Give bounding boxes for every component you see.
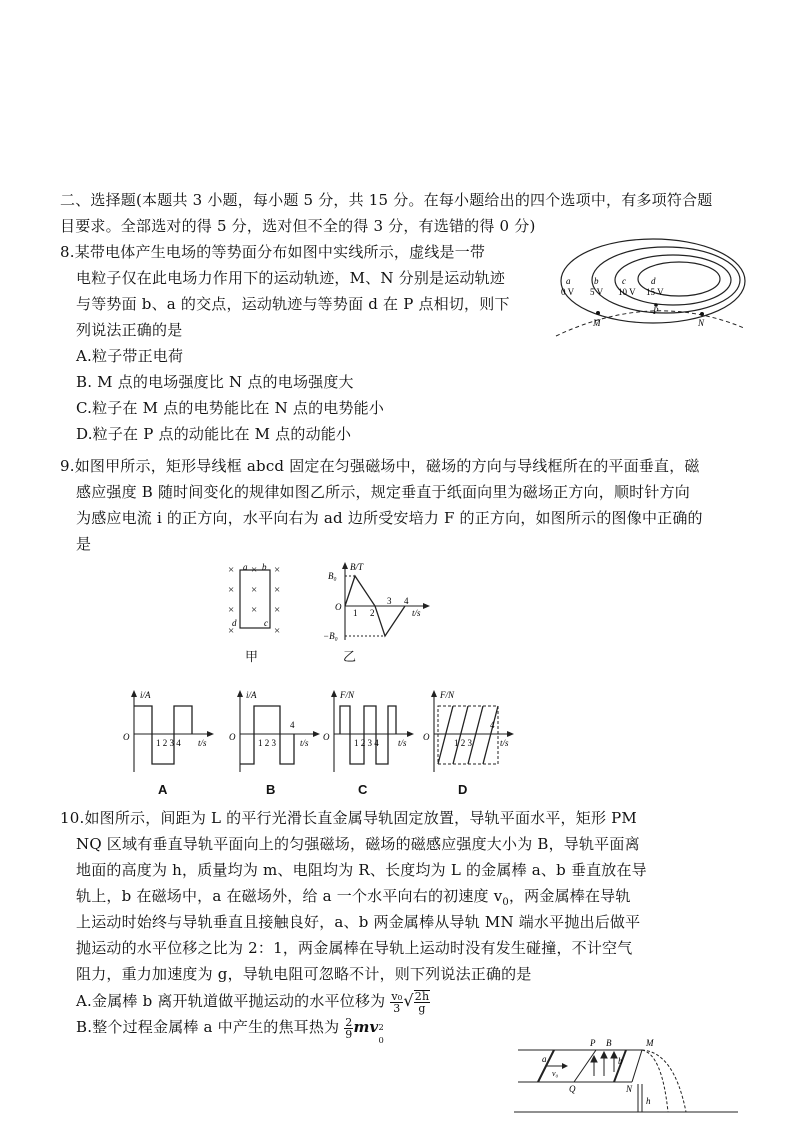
svg-text:1 2 3 4: 1 2 3 4: [354, 738, 379, 748]
q10-stem-line-2: NQ 区域有垂直导轨平面向上的匀强磁场，磁场的磁感应强度大小为 B，导轨平面离: [76, 835, 640, 853]
q8-stem-line-3: 与等势面 b、a 的交点，运动轨迹与等势面 d 在 P 点相切，则下: [76, 295, 510, 313]
svg-text:×: ×: [251, 584, 258, 596]
label-d: d: [651, 276, 656, 286]
point-n-dot: [700, 312, 704, 316]
field-arrows: [591, 1052, 617, 1076]
svg-text:F/N: F/N: [440, 690, 455, 700]
graph-c: [318, 688, 418, 778]
label-5v: 5 V: [590, 287, 604, 297]
q10-stem-line-4: 轨上，b 在磁场中，a 在磁场外，给 a 一个水平向右的初速度 $v_0$，两金属棒在导轨: [76, 887, 631, 908]
label-a: a: [566, 276, 571, 286]
caption-yi: 乙: [343, 650, 357, 665]
ylabel: B/T: [350, 562, 364, 572]
q9-figure-jia: [222, 560, 292, 640]
q8-stem-line-1: 8.某带电体产生电场的等势面分布如图中实线所示，虚线是一带: [60, 243, 486, 261]
origin: O: [335, 602, 342, 612]
svg-text:1 2 3 4: 1 2 3 4: [156, 738, 181, 748]
b0-label: B₀: [328, 571, 337, 581]
q9-stem-line-3: 为感应电流 i 的正方向，水平向右为 ad 边所受安培力 F 的正方向，如图所示的图像中正确的: [76, 509, 703, 527]
svg-text:O: O: [323, 732, 330, 742]
svg-text:×: ×: [228, 625, 235, 637]
graph-b: [224, 688, 324, 778]
svg-text:×: ×: [228, 604, 235, 616]
caption-c: C: [358, 782, 368, 797]
svg-text:×: ×: [251, 564, 258, 576]
label-c: c: [622, 276, 626, 286]
label-m: M: [593, 318, 601, 328]
q10-stem-line-5: 上运动时始终与导轨垂直且接触良好，a、b 两金属棒从导轨 MN 端水平抛出后做平: [76, 913, 641, 931]
caption-jia: 甲: [245, 650, 259, 665]
svg-text:1 2 3: 1 2 3: [258, 738, 276, 748]
tick-1: 1: [353, 608, 358, 618]
q8-option-d[interactable]: D.粒子在 P 点的动能比在 M 点的动能小: [76, 425, 352, 443]
svg-text:O: O: [423, 732, 430, 742]
svg-text:×: ×: [274, 584, 281, 596]
label-d: d: [232, 618, 237, 628]
q8-option-c[interactable]: C.粒子在 M 点的电势能比在 N 点的电势能小: [76, 399, 385, 417]
edge-mn: [632, 1050, 642, 1082]
caption-d: D: [458, 782, 468, 797]
svg-text:4: 4: [490, 720, 495, 730]
graph-a: [118, 688, 218, 778]
label-b: b: [594, 276, 599, 286]
caption-b: B: [266, 782, 276, 797]
caption-a: A: [158, 782, 168, 797]
q8-equipotential-figure: [548, 238, 748, 338]
svg-text:×: ×: [251, 604, 258, 616]
svg-text:a: a: [542, 1054, 547, 1064]
neg-b0-label: −B₀: [323, 631, 338, 641]
q10-option-b[interactable]: B.整个过程金属棒 a 中产生的焦耳热为 $\frac{2}{9}$ mv 2 0: [76, 1015, 384, 1045]
q10-stem-line-7: 阻力，重力加速度为 g，导轨电阻可忽略不计，则下列说法正确的是: [76, 965, 532, 983]
svg-text:t/s: t/s: [300, 738, 309, 748]
xlabel: t/s: [412, 608, 421, 618]
svg-text:4: 4: [290, 720, 295, 730]
label-10v: 10 V: [618, 287, 636, 297]
label-a: a: [243, 562, 248, 572]
section-heading-line-2: 目要求。全部选对的得 5 分，选对但不全的得 3 分，有选错的得 0 分): [60, 217, 536, 235]
tick-3: 3: [387, 596, 392, 606]
q8-stem-line-4: 列说法正确的是: [76, 321, 183, 339]
svg-text:i/A: i/A: [140, 690, 151, 700]
point-m-dot: [596, 311, 600, 315]
svg-text:O: O: [123, 732, 130, 742]
q10-stem-line-6: 抛运动的水平位移之比为 2：1，两金属棒在导轨上运动时没有发生碰撞，不计空气: [76, 939, 633, 957]
svg-text:×: ×: [228, 564, 235, 576]
svg-text:t/s: t/s: [198, 738, 207, 748]
label-n: N: [698, 318, 705, 328]
label-15v: 15 V: [646, 287, 664, 297]
svg-text:1 2 3: 1 2 3: [454, 738, 472, 748]
svg-text:i/A: i/A: [246, 690, 257, 700]
svg-text:t/s: t/s: [398, 738, 407, 748]
label-0v: 0 V: [561, 287, 575, 297]
q10-stem-line-1: 10.如图所示，间距为 L 的平行光滑长直金属导轨固定放置，导轨平面水平，矩形 PM: [60, 809, 637, 827]
edge-pq: [574, 1050, 596, 1082]
q9-figure-yi: [320, 560, 435, 645]
svg-text:Q: Q: [569, 1084, 576, 1094]
graph-c-curve: [340, 706, 396, 764]
svg-text:t/s: t/s: [500, 738, 509, 748]
q8-stem-line-2: 电粒子仅在此电场力作用下的运动轨迹，M、N 分别是运动轨迹: [76, 269, 506, 287]
q9-stem-line-4: 是: [76, 535, 92, 553]
graph-b-curve: [240, 706, 294, 764]
section-heading-line-1: 二、选择题(本题共 3 小题，每小题 5 分，共 15 分。在每小题给出的四个选项中，有多项符合题: [60, 191, 713, 209]
svg-text:M: M: [646, 1038, 654, 1048]
svg-text:N: N: [626, 1084, 633, 1094]
tick-4: 4: [404, 596, 409, 606]
svg-text:v₀: v₀: [552, 1069, 559, 1078]
q10-rails-figure: [514, 1032, 738, 1118]
label-c: c: [264, 618, 268, 628]
svg-text:O: O: [229, 732, 236, 742]
svg-text:P: P: [590, 1038, 596, 1048]
q10-stem-line-3: 地面的高度为 h，质量均为 m、电阻均为 R、长度均为 L 的金属棒 a、b 垂直放在导: [76, 861, 647, 879]
tick-2: 2: [370, 608, 375, 618]
q8-option-a[interactable]: A.粒子带正电荷: [76, 347, 184, 365]
svg-text:F/N: F/N: [340, 690, 355, 700]
graph-d: [418, 688, 518, 778]
svg-text:B: B: [606, 1038, 612, 1048]
svg-text:×: ×: [274, 625, 281, 637]
svg-text:×: ×: [228, 584, 235, 596]
q9-stem-line-2: 感应强度 B 随时间变化的规律如图乙所示，规定垂直于纸面向里为磁场正方向，顺时针方向: [76, 483, 690, 501]
q8-option-b[interactable]: B. M 点的电场强度比 N 点的电场强度大: [76, 373, 354, 391]
svg-text:×: ×: [274, 604, 281, 616]
label-p: P: [653, 306, 659, 316]
label-b: b: [262, 562, 267, 572]
equipotential-b: [592, 247, 740, 313]
graph-a-curve: [134, 706, 192, 764]
q9-stem-line-1: 9.如图甲所示，矩形导线框 abcd 固定在匀强磁场中，磁场的方向与导线框所在的平面垂直，磁: [60, 457, 700, 475]
svg-text:h: h: [646, 1096, 651, 1106]
svg-text:b: b: [618, 1056, 623, 1066]
q10-option-a[interactable]: A.金属棒 b 离开轨道做平抛运动的水平位移为 $\frac{\text{v₀}}{3}$ √ $\frac{2h}{g}$: [76, 989, 430, 1015]
svg-text:×: ×: [274, 564, 281, 576]
